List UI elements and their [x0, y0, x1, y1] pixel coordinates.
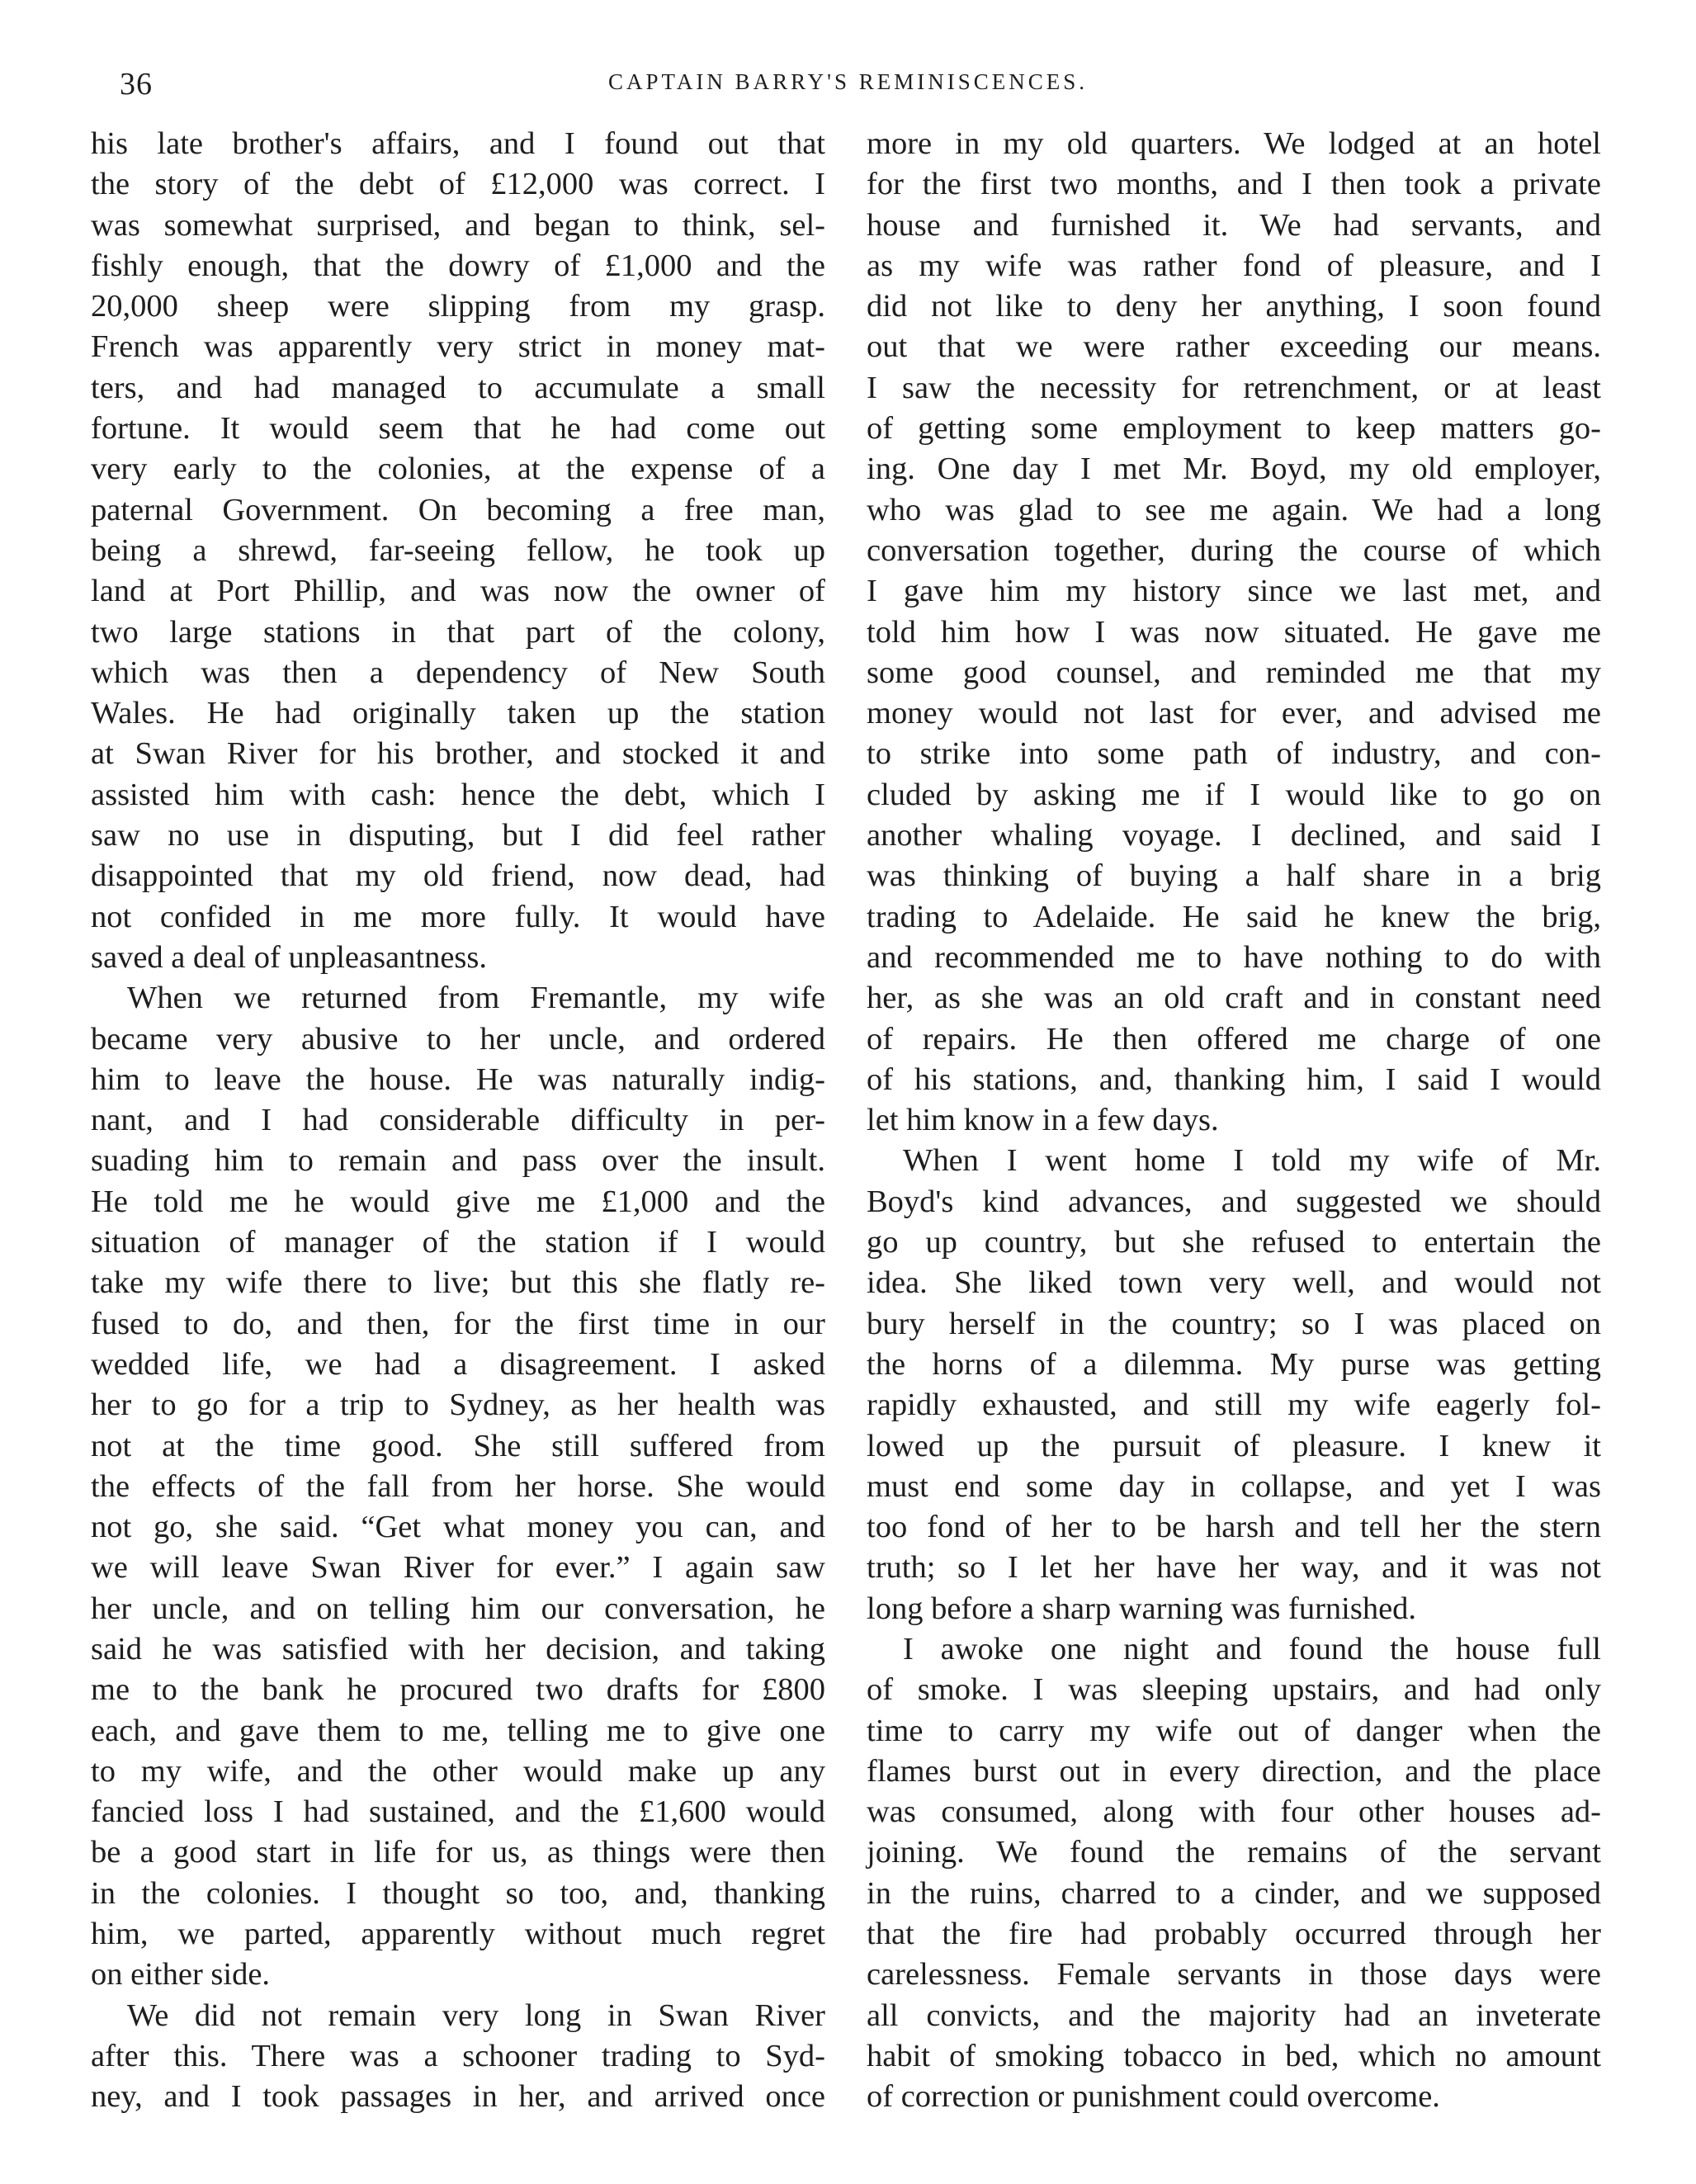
text-line: was somewhat surprised, and began to think, sel-: [91, 207, 825, 243]
text-line: ters, and had managed to accumulate a small: [91, 370, 825, 405]
text-line: carelessness. Female servants in those days were: [867, 1957, 1601, 1993]
paragraph: [867, 124, 1601, 1141]
text-line: two large stations in that part of the colony,: [91, 614, 825, 650]
text-line: his late brother's affairs, and I found out that: [91, 126, 825, 161]
text-line: him to leave the house. He was naturally indig-: [91, 1061, 825, 1097]
page-number: 36: [120, 67, 153, 102]
text-line: of getting some employment to keep matters go-: [867, 411, 1601, 447]
text-line: Boyd's kind advances, and suggested we should: [867, 1184, 1601, 1219]
text-line: ing. One day I met Mr. Boyd, my old employer,: [867, 451, 1601, 487]
text-line: some good counsel, and reminded me that my: [867, 655, 1601, 690]
text-line: of smoke. I was sleeping upstairs, and had only: [867, 1672, 1601, 1708]
text-line: wedded life, we had a disagreement. I asked: [91, 1346, 825, 1382]
text-line: conversation together, during the course of which: [867, 532, 1601, 568]
text-line: paternal Government. On becoming a free man,: [91, 492, 825, 527]
text-line: not go, she said. “Get what money you can, and: [91, 1510, 825, 1545]
text-line: rapidly exhausted, and still my wife eagerly fol-: [867, 1387, 1601, 1423]
text-line: who was glad to see me again. We had a long: [867, 492, 1601, 527]
text-line: be a good start in life for us, as things were then: [91, 1835, 825, 1870]
text-line: bury herself in the country; so I was placed on: [867, 1306, 1601, 1341]
text-line: saw no use in disputing, but I did feel rather: [91, 818, 825, 853]
text-line: that the fire had probably occurred through her: [867, 1917, 1601, 1952]
text-line: Wales. He had originally taken up the station: [91, 696, 825, 731]
text-line: of his stations, and, thanking him, I said I would: [867, 1061, 1601, 1097]
text-line: being a shrewd, far-seeing fellow, he took up: [91, 532, 825, 568]
text-line: fishly enough, that the dowry of £1,000 and the: [91, 248, 825, 283]
right-column: [867, 124, 1601, 2118]
text-line: of repairs. He then offered me charge of one: [867, 1021, 1601, 1057]
text-line: 20,000 sheep were slipping from my grasp.: [91, 289, 825, 324]
text-line: situation of manager of the station if I would: [91, 1225, 825, 1260]
text-line: was thinking of buying a half share in a brig: [867, 858, 1601, 894]
text-line: in the colonies. I thought so too, and, thanking: [91, 1875, 825, 1911]
text-line: and recommended me to have nothing to do with: [867, 939, 1601, 975]
text-line: flames burst out in every direction, and the place: [867, 1753, 1601, 1789]
left-column: [91, 124, 825, 2118]
text-line: at Swan River for his brother, and stocked it and: [91, 736, 825, 772]
text-line: all convicts, and the majority had an inveterate: [867, 1997, 1601, 2033]
text-line: to my wife, and the other would make up any: [91, 1753, 825, 1789]
text-line: each, and gave them to me, telling me to give one: [91, 1713, 825, 1748]
text-line: saved a deal of unpleasantness.: [91, 939, 488, 975]
text-line: which was then a dependency of New South: [91, 655, 825, 690]
text-line: suading him to remain and pass over the insult.: [91, 1143, 825, 1179]
text-line: the story of the debt of £12,000 was correct. I: [91, 167, 825, 202]
text-line: very early to the colonies, at the expense of a: [91, 451, 825, 487]
text-line: out that we were rather exceeding our means.: [867, 329, 1601, 365]
text-line: more in my old quarters. We lodged at an hotel: [867, 126, 1601, 161]
text-line: trading to Adelaide. He said he knew the brig,: [867, 899, 1601, 934]
text-line: disappointed that my old friend, now dead, had: [91, 858, 825, 894]
paragraph: [91, 1996, 825, 2118]
text-line: not at the time good. She still suffered from: [91, 1428, 825, 1463]
text-line: When we returned from Fremantle, my wife: [127, 981, 825, 1016]
text-line: I saw the necessity for retrenchment, or at least: [867, 370, 1601, 405]
text-line: on either side.: [91, 1957, 271, 1993]
text-line: after this. There was a schooner trading to Syd-: [91, 2038, 825, 2073]
text-line: let him know in a few days.: [867, 1103, 1219, 1138]
text-line: of correction or punishment could overcome.: [867, 2079, 1440, 2115]
text-line: assisted him with cash: hence the debt, which I: [91, 777, 825, 812]
text-line: truth; so I let her have her way, and it was not: [867, 1550, 1601, 1586]
text-line: me to the bank he procured two drafts for £800: [91, 1672, 825, 1708]
text-line: land at Port Phillip, and was now the owner of: [91, 574, 825, 609]
text-line: I gave him my history since we last met, and: [867, 574, 1601, 609]
text-line: habit of smoking tobacco in bed, which no amount: [867, 2038, 1601, 2073]
text-line: time to carry my wife out of danger when the: [867, 1713, 1601, 1748]
text-line: take my wife there to live; but this she flatly re-: [91, 1265, 825, 1301]
text-line: lowed up the pursuit of pleasure. I knew it: [867, 1428, 1601, 1463]
text-line: nant, and I had considerable difficulty in per-: [91, 1103, 825, 1138]
text-line: money would not last for ever, and advised me: [867, 696, 1601, 731]
text-line: for the first two months, and I then took a private: [867, 167, 1601, 202]
text-line: the horns of a dilemma. My purse was getting: [867, 1346, 1601, 1382]
text-line: in the ruins, charred to a cinder, and we supposed: [867, 1875, 1601, 1911]
paragraph: [867, 1141, 1601, 1629]
text-line: go up country, but she refused to entertain the: [867, 1225, 1601, 1260]
text-line: not confided in me more fully. It would have: [91, 899, 825, 934]
text-line: her uncle, and on telling him our conversation, he: [91, 1591, 825, 1626]
text-line: must end some day in collapse, and yet I was: [867, 1468, 1601, 1504]
text-line: When I went home I told my wife of Mr.: [903, 1143, 1601, 1179]
text-line: French was apparently very strict in money mat-: [91, 329, 825, 365]
text-line: another whaling voyage. I declined, and said I: [867, 818, 1601, 853]
text-line: We did not remain very long in Swan River: [127, 1997, 825, 2033]
text-line: as my wife was rather fond of pleasure, and I: [867, 248, 1601, 283]
paragraph: [867, 1629, 1601, 2118]
text-line: her to go for a trip to Sydney, as her health was: [91, 1387, 825, 1423]
text-line: fused to do, and then, for the first time in our: [91, 1306, 825, 1341]
paragraph: [91, 124, 825, 978]
text-line: did not like to deny her anything, I soon found: [867, 289, 1601, 324]
text-line: ney, and I took passages in her, and arrived once: [91, 2079, 825, 2115]
text-line: to strike into some path of industry, and con-: [867, 736, 1601, 772]
text-line: was consumed, along with four other houses ad-: [867, 1794, 1601, 1830]
text-line: long before a sharp warning was furnished.: [867, 1591, 1417, 1626]
text-line: idea. She liked town very well, and would not: [867, 1265, 1601, 1301]
text-line: He told me he would give me £1,000 and the: [91, 1184, 825, 1219]
running-title: CAPTAIN BARRY'S REMINISCENCES.: [607, 69, 1089, 94]
text-line: fortune. It would seem that he had come out: [91, 411, 825, 447]
text-line: too fond of her to be harsh and tell her the stern: [867, 1510, 1601, 1545]
text-line: joining. We found the remains of the servant: [867, 1835, 1601, 1870]
text-line: I awoke one night and found the house full: [903, 1631, 1601, 1666]
text-line: fancied loss I had sustained, and the £1,600 would: [91, 1794, 825, 1830]
text-line: her, as she was an old craft and in constant need: [867, 981, 1601, 1016]
text-line: told him how I was now situated. He gave me: [867, 614, 1601, 650]
text-line: cluded by asking me if I would like to go on: [867, 777, 1601, 812]
text-line: the effects of the fall from her horse. She would: [91, 1468, 825, 1504]
text-line: we will leave Swan River for ever.” I again saw: [91, 1550, 825, 1586]
paragraph: [91, 978, 825, 1995]
text-line: house and furnished it. We had servants, and: [867, 207, 1601, 243]
text-line: became very abusive to her uncle, and ordered: [91, 1021, 825, 1057]
text-line: him, we parted, apparently without much regret: [91, 1917, 825, 1952]
text-line: said he was satisfied with her decision, and taking: [91, 1631, 825, 1666]
